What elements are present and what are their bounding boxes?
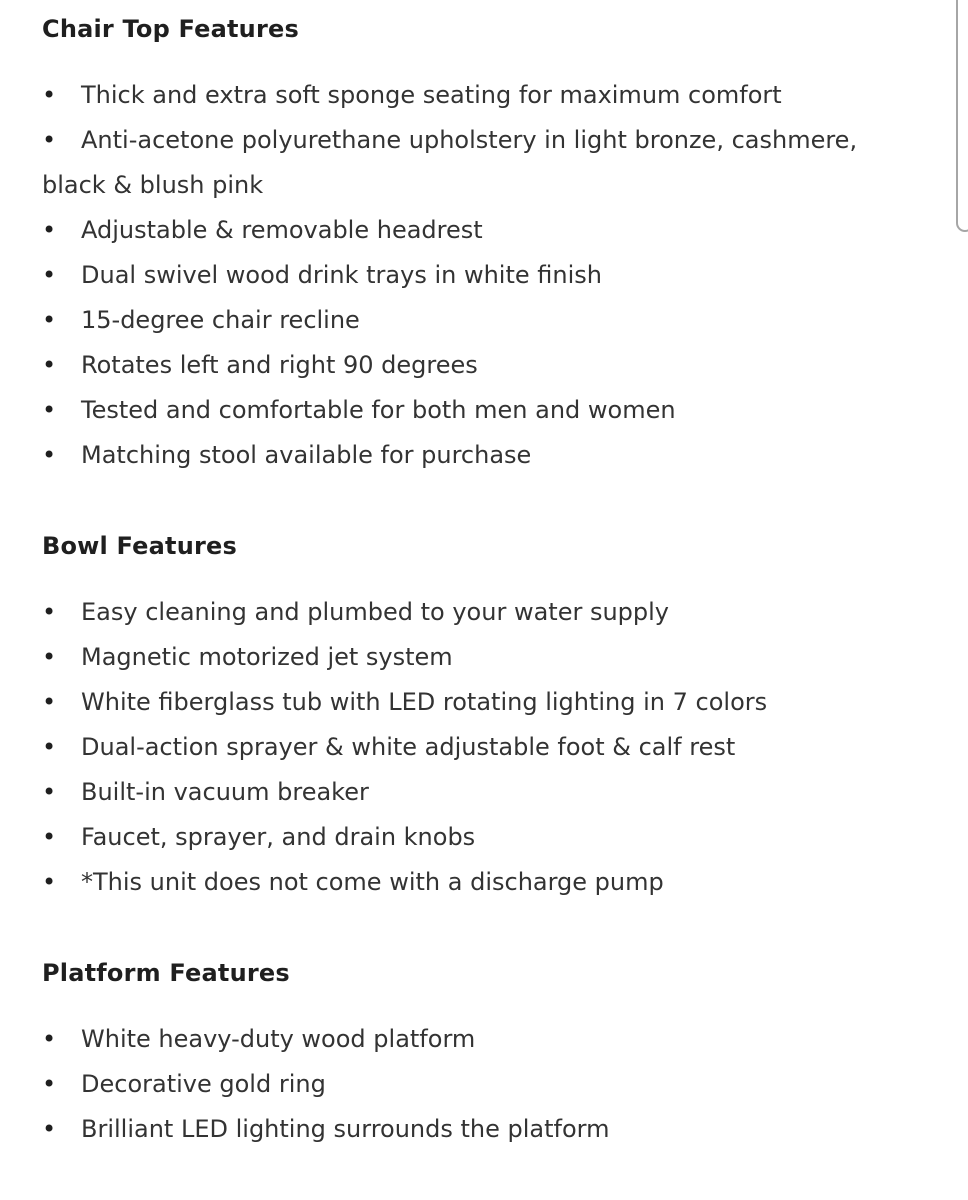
list-item-text: Tested and comfortable for both men and women [81, 396, 676, 424]
list-item-text: Easy cleaning and plumbed to your water supply [81, 598, 670, 626]
list-item [42, 298, 898, 343]
bullet-icon: • [42, 1025, 57, 1053]
section-heading: Chair Top Features [42, 15, 299, 43]
list-item-text: Anti-acetone polyurethane upholstery in light bronze, cashmere, black & blush pink [42, 126, 858, 199]
list-item [42, 118, 898, 208]
list-item [42, 1062, 898, 1107]
bullet-icon: • [42, 441, 57, 469]
list-item [42, 590, 898, 635]
bullet-icon: • [42, 778, 57, 806]
bullet-icon: • [42, 81, 57, 109]
list-item [42, 73, 898, 118]
list-item-text: Brilliant LED lighting surrounds the platform [81, 1115, 610, 1143]
list-item [42, 433, 898, 478]
list-item [42, 208, 898, 253]
bullet-icon: • [42, 351, 57, 379]
bullet-icon: • [42, 1070, 57, 1098]
bullet-icon: • [42, 733, 57, 761]
section-heading: Bowl Features [42, 532, 237, 560]
features-section-platform [42, 955, 898, 1152]
list-item-text: Magnetic motorized jet system [81, 643, 453, 671]
list-item [42, 1017, 898, 1062]
list-item [42, 860, 898, 905]
list-item-text: Dual swivel wood drink trays in white finish [81, 261, 602, 289]
list-item-text: Rotates left and right 90 degrees [81, 351, 478, 379]
list-item [42, 680, 898, 725]
list-item-text: *This unit does not come with a discharge pump [81, 868, 664, 896]
bullet-icon: • [42, 688, 57, 716]
list-item [42, 770, 898, 815]
bullet-icon: • [42, 823, 57, 851]
bullet-icon: • [42, 306, 57, 334]
features-section-chair-top [42, 11, 898, 478]
scrollbar-thumb[interactable] [956, 0, 968, 232]
list-item-text: Matching stool available for purchase [81, 441, 532, 469]
list-item-text: Decorative gold ring [81, 1070, 326, 1098]
list-item [42, 725, 898, 770]
list-item [42, 815, 898, 860]
list-item-text: Adjustable & removable headrest [81, 216, 483, 244]
list-item-text: Built-in vacuum breaker [81, 778, 369, 806]
list-item-text: Thick and extra soft sponge seating for maximum comfort [81, 81, 782, 109]
section-heading: Platform Features [42, 959, 290, 987]
list-item-text: 15-degree chair recline [81, 306, 360, 334]
feature-list [42, 1017, 898, 1152]
bullet-icon: • [42, 126, 57, 154]
list-item-text: White heavy-duty wood platform [81, 1025, 476, 1053]
bullet-icon: • [42, 261, 57, 289]
feature-list [42, 73, 898, 478]
list-item [42, 253, 898, 298]
bullet-icon: • [42, 216, 57, 244]
list-item-text: Faucet, sprayer, and drain knobs [81, 823, 476, 851]
list-item [42, 1107, 898, 1152]
bullet-icon: • [42, 1115, 57, 1143]
bullet-icon: • [42, 643, 57, 671]
bullet-icon: • [42, 868, 57, 896]
features-section-bowl [42, 528, 898, 905]
list-item [42, 635, 898, 680]
feature-list [42, 590, 898, 905]
list-item [42, 343, 898, 388]
list-item-text: White fiberglass tub with LED rotating lighting in 7 colors [81, 688, 768, 716]
list-item-text: Dual-action sprayer & white adjustable foot & calf rest [81, 733, 736, 761]
bullet-icon: • [42, 396, 57, 424]
bullet-icon: • [42, 598, 57, 626]
list-item [42, 388, 898, 433]
